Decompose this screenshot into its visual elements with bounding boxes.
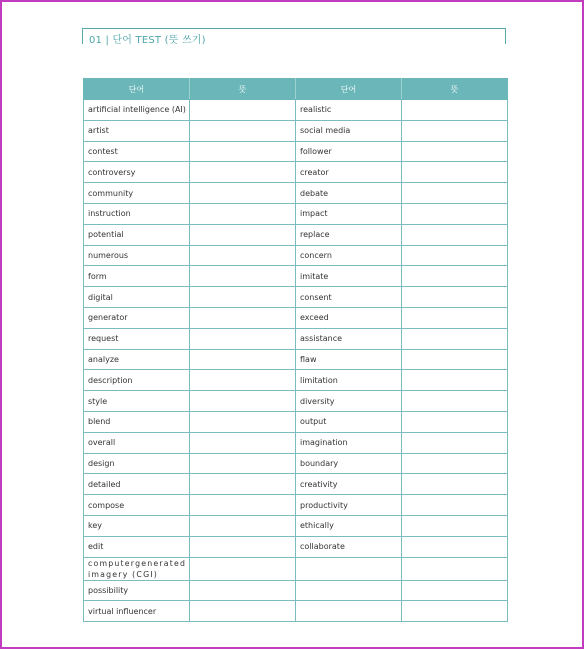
- word-cell-left: computergenerated imagery (CGI): [84, 557, 190, 580]
- table-row: [84, 266, 508, 287]
- word-cell-right: ethically: [296, 515, 402, 536]
- word-cell-left: request: [84, 328, 190, 349]
- vocab-table-body: [84, 100, 508, 622]
- word-cell-left: numerous: [84, 245, 190, 266]
- table-row: [84, 287, 508, 308]
- header-word-right: 단어: [296, 79, 402, 100]
- table-row: [84, 370, 508, 391]
- table-row: [84, 203, 508, 224]
- meaning-blank-left[interactable]: [190, 536, 296, 557]
- table-header-row: [84, 79, 508, 100]
- word-cell-left: possibility: [84, 580, 190, 601]
- word-cell-right: collaborate: [296, 536, 402, 557]
- meaning-blank-left[interactable]: [190, 266, 296, 287]
- meaning-blank-left[interactable]: [190, 474, 296, 495]
- meaning-blank-right[interactable]: [402, 328, 508, 349]
- table-row: [84, 474, 508, 495]
- meaning-blank-right[interactable]: [402, 224, 508, 245]
- table-row: [84, 162, 508, 183]
- meaning-blank-left[interactable]: [190, 495, 296, 516]
- meaning-blank-right[interactable]: [402, 245, 508, 266]
- meaning-blank-right[interactable]: [402, 453, 508, 474]
- table-row: [84, 432, 508, 453]
- worksheet-page: [2, 2, 582, 647]
- meaning-blank-left[interactable]: [190, 100, 296, 121]
- table-row: [84, 349, 508, 370]
- table-row: [84, 391, 508, 412]
- meaning-blank-left[interactable]: [190, 141, 296, 162]
- word-cell-right: diversity: [296, 391, 402, 412]
- meaning-blank-left[interactable]: [190, 453, 296, 474]
- vocab-table: [83, 78, 508, 622]
- word-cell-right: creativity: [296, 474, 402, 495]
- table-row: [84, 245, 508, 266]
- meaning-blank-right[interactable]: [402, 141, 508, 162]
- meaning-blank-left[interactable]: [190, 411, 296, 432]
- table-row: [84, 536, 508, 557]
- table-row: [84, 411, 508, 432]
- word-cell-right: social media: [296, 120, 402, 141]
- table-row: [84, 601, 508, 622]
- word-cell-left: overall: [84, 432, 190, 453]
- meaning-blank-right[interactable]: [402, 557, 508, 580]
- word-cell-left: virtual influencer: [84, 601, 190, 622]
- meaning-blank-left[interactable]: [190, 370, 296, 391]
- word-cell-right: realistic: [296, 100, 402, 121]
- header-meaning-right: 뜻: [402, 79, 508, 100]
- meaning-blank-right[interactable]: [402, 601, 508, 622]
- meaning-blank-right[interactable]: [402, 515, 508, 536]
- word-cell-right: [296, 601, 402, 622]
- table-row: [84, 515, 508, 536]
- meaning-blank-right[interactable]: [402, 391, 508, 412]
- word-cell-left: contest: [84, 141, 190, 162]
- word-cell-right: flaw: [296, 349, 402, 370]
- meaning-blank-right[interactable]: [402, 495, 508, 516]
- word-cell-left: digital: [84, 287, 190, 308]
- word-cell-right: follower: [296, 141, 402, 162]
- meaning-blank-left[interactable]: [190, 203, 296, 224]
- meaning-blank-left[interactable]: [190, 557, 296, 580]
- meaning-blank-right[interactable]: [402, 580, 508, 601]
- meaning-blank-left[interactable]: [190, 601, 296, 622]
- word-cell-left: blend: [84, 411, 190, 432]
- meaning-blank-left[interactable]: [190, 307, 296, 328]
- meaning-blank-right[interactable]: [402, 183, 508, 204]
- meaning-blank-left[interactable]: [190, 580, 296, 601]
- table-row: [84, 495, 508, 516]
- word-cell-right: assistance: [296, 328, 402, 349]
- meaning-blank-right[interactable]: [402, 287, 508, 308]
- meaning-blank-right[interactable]: [402, 432, 508, 453]
- word-cell-left: compose: [84, 495, 190, 516]
- meaning-blank-right[interactable]: [402, 536, 508, 557]
- meaning-blank-right[interactable]: [402, 162, 508, 183]
- meaning-blank-right[interactable]: [402, 203, 508, 224]
- table-row: [84, 224, 508, 245]
- word-cell-right: creator: [296, 162, 402, 183]
- table-row: [84, 183, 508, 204]
- meaning-blank-left[interactable]: [190, 162, 296, 183]
- word-cell-right: impact: [296, 203, 402, 224]
- table-row: [84, 557, 508, 580]
- word-cell-left: description: [84, 370, 190, 391]
- table-row: [84, 120, 508, 141]
- meaning-blank-right[interactable]: [402, 307, 508, 328]
- word-cell-right: debate: [296, 183, 402, 204]
- meaning-blank-right[interactable]: [402, 474, 508, 495]
- meaning-blank-left[interactable]: [190, 224, 296, 245]
- word-cell-right: replace: [296, 224, 402, 245]
- word-cell-left: potential: [84, 224, 190, 245]
- word-cell-left: generator: [84, 307, 190, 328]
- table-row: [84, 328, 508, 349]
- word-cell-left: artist: [84, 120, 190, 141]
- table-row: [84, 580, 508, 601]
- word-cell-right: consent: [296, 287, 402, 308]
- word-cell-right: [296, 557, 402, 580]
- word-cell-left: controversy: [84, 162, 190, 183]
- worksheet-heading: 01 | 단어 TEST (뜻 쓰기): [82, 28, 506, 44]
- word-cell-right: [296, 580, 402, 601]
- word-cell-right: limitation: [296, 370, 402, 391]
- word-cell-left: key: [84, 515, 190, 536]
- word-cell-left: instruction: [84, 203, 190, 224]
- word-cell-right: imitate: [296, 266, 402, 287]
- meaning-blank-right[interactable]: [402, 100, 508, 121]
- meaning-blank-right[interactable]: [402, 120, 508, 141]
- meaning-blank-left[interactable]: [190, 391, 296, 412]
- meaning-blank-right[interactable]: [402, 266, 508, 287]
- word-cell-left: style: [84, 391, 190, 412]
- header-meaning-left: 뜻: [190, 79, 296, 100]
- word-cell-left: artificial intelligence (AI): [84, 100, 190, 121]
- word-cell-right: boundary: [296, 453, 402, 474]
- meaning-blank-left[interactable]: [190, 287, 296, 308]
- meaning-blank-left[interactable]: [190, 328, 296, 349]
- table-row: [84, 100, 508, 121]
- word-cell-right: output: [296, 411, 402, 432]
- word-cell-right: imagination: [296, 432, 402, 453]
- header-word-left: 단어: [84, 79, 190, 100]
- meaning-blank-right[interactable]: [402, 370, 508, 391]
- meaning-blank-right[interactable]: [402, 411, 508, 432]
- table-row: [84, 141, 508, 162]
- meaning-blank-left[interactable]: [190, 515, 296, 536]
- word-cell-right: productivity: [296, 495, 402, 516]
- meaning-blank-left[interactable]: [190, 245, 296, 266]
- word-cell-left: community: [84, 183, 190, 204]
- word-cell-right: concern: [296, 245, 402, 266]
- meaning-blank-left[interactable]: [190, 349, 296, 370]
- table-row: [84, 453, 508, 474]
- meaning-blank-right[interactable]: [402, 349, 508, 370]
- word-cell-left: form: [84, 266, 190, 287]
- table-row: [84, 307, 508, 328]
- word-cell-left: edit: [84, 536, 190, 557]
- meaning-blank-left[interactable]: [190, 183, 296, 204]
- word-cell-left: analyze: [84, 349, 190, 370]
- word-cell-right: exceed: [296, 307, 402, 328]
- word-cell-left: design: [84, 453, 190, 474]
- meaning-blank-left[interactable]: [190, 120, 296, 141]
- word-cell-left: detailed: [84, 474, 190, 495]
- meaning-blank-left[interactable]: [190, 432, 296, 453]
